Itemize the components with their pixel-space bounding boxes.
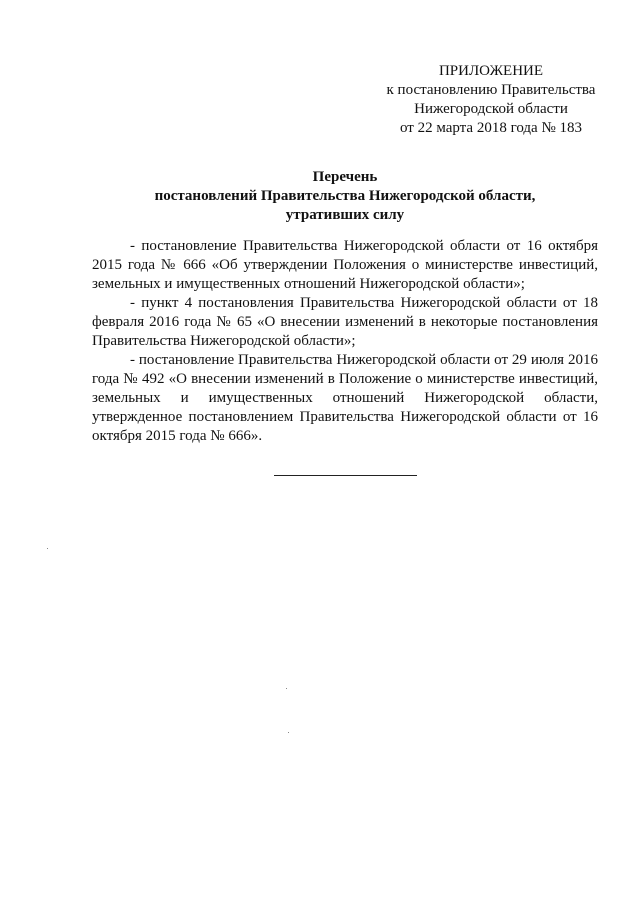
heading-line-2: постановлений Правительства Нижегородской области, [154, 188, 536, 204]
appendix-line-1: к постановлению Правительства [386, 82, 596, 98]
list-item: - постановление Правительства Нижегородской области от 16 октября 2015 года № 666 «Об утверждении Положения о министерстве инвестиций, земельных и имущественных отношений Нижегородской области»; [92, 238, 598, 292]
list-item: - постановление Правительства Нижегородской области от 29 июля 2016 года № 492 «О внесении изменений в Положение о министерстве инвестиций, земельных и имущественных отношений Нижегородской области, утвержденное постановлением Правительства Нижегородской области от 16 октября 2015 года № 666». [92, 352, 598, 444]
appendix-line-3: от 22 марта 2018 года № 183 [399, 120, 583, 136]
appendix-line-2: Нижегородской области [414, 101, 568, 117]
document-heading [95, 168, 595, 225]
scan-speck [286, 688, 287, 689]
heading-line-1: Перечень [312, 169, 378, 185]
scan-speck [47, 548, 48, 549]
appendix-header [360, 62, 622, 138]
appendix-title: ПРИЛОЖЕНИЕ [438, 63, 544, 79]
document-body [92, 237, 598, 446]
separator-line [274, 475, 417, 476]
list-item: - пункт 4 постановления Правительства Нижегородской области от 18 февраля 2016 года № 65 «О внесении изменений в некоторые постановления Правительства Нижегородской области»; [92, 295, 598, 349]
scan-speck [288, 732, 289, 733]
heading-line-3: утративших силу [285, 207, 405, 223]
